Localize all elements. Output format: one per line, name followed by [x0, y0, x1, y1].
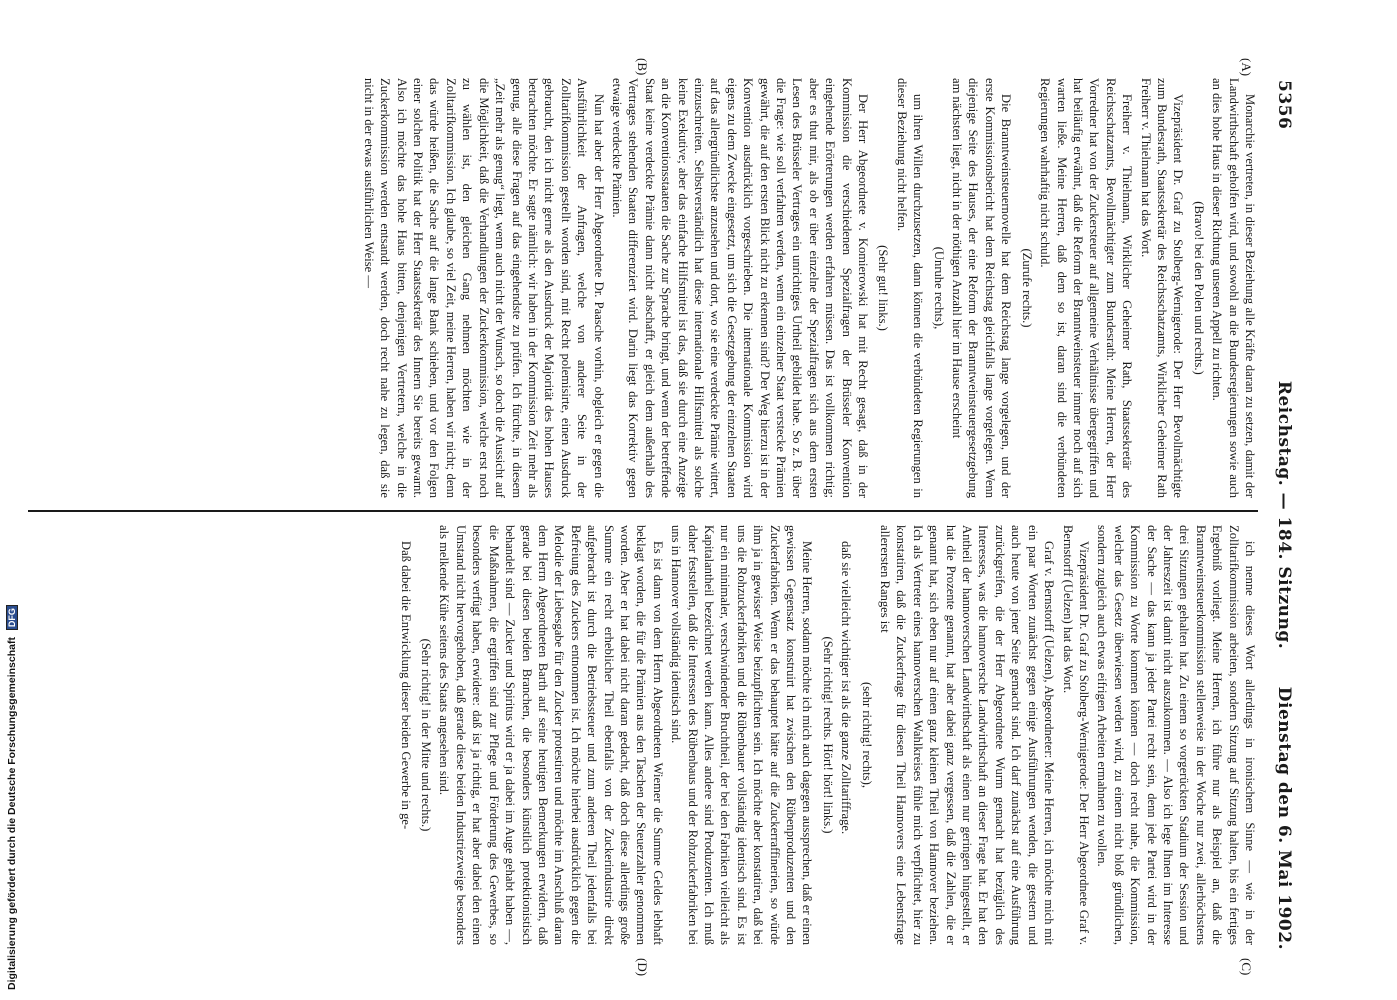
page-number: 5356	[1274, 80, 1294, 130]
margin-mark-a: (A)	[1239, 58, 1254, 77]
margin-mark-b: (B)	[635, 58, 650, 76]
paragraph: Meine Herren, sodann möchte ich mich auch dagegen aussprechen, daß er einen gewissen Gegensatz konstruirt hat zwischen den Rübenproduzenten und den Zuckerfabriken. Wenn er das behauptet hätte auf die Zuckerraffinerien, so würde ihm ja in gewisser Weise beizupflichten sein. Ich möchte aber konstatiren, daß bei uns die Rohzuckerfabriken und die Rübenbauer vollständig identisch sind. Es ist nur ein minimaler, verschwindender Bruchtheil, der bei den Fabriken vielleicht als Kapitalantheil bezeichnet werden kann. Alles andere sind Produzenten. Ich muß daher feststellen, daß die Interessen des Rübenbaus und der Rohzuckerfabriken bei uns in Hannover vollständig identisch sind.	[669, 525, 815, 945]
left-column	[28, 78, 1258, 498]
interjection: (sehr richtig! rechts),	[859, 682, 874, 788]
interjection: (Sehr richtig! in der Mitte und rechts.)	[419, 638, 434, 832]
column-divider	[28, 510, 1258, 512]
paragraph: Vizepräsident Dr. Graf zu Stolberg-Wernigerode: Der Herr Bevollmächtigte zum Bundesrath, Staatssekretär des Reichsschatzamts, Wirklicher Geheimer Rath Freiherr v. Thielmann hat das Wort.	[1138, 78, 1186, 498]
paragraph: Der Herr Abgeordnete v. Komierowski hat mit Recht gesagt, daß in der Kommission die verschiedenen Spezialfragen der Brüsseler Konvention eingehende Erörterungen werden erfahren müssen. Das ist vollkommen richtig; aber es thut mir, als ob er über einzelne der Spezialfragen sich aus dem ersten Lesen des Brüsseler Vertrages ein unrichtiges Urtheil gebildet habe. So z. B. über die Frage: wie soll verfahren werden, wenn ein einzelner Staat verstecke Prämien gewährt, die auf den ersten Blick nicht zu erkennen sind? Der Weg hierzu ist in der Konvention ausdrücklich vorgeschrieben. Die internationale Kommission wird eigens zu dem Zwecke eingesetzt, um sich die Gesetzgebung der einzelnen Staaten auf das allergründlichste anzusehen und dort, wo sie eine verdeckte Prämie wittert, einzuschreiten. Selbstverständlich hat diese internationale Hilfsmittel als solche keine Exekutive; aber das einfache Hilfsmittel ist das, daß sie durch eine Anzeige an die Konventionsstaaten die Sache zur Sprache bringt, und wenn der betreffende Staat keine verdeckte Prämie dann nicht abschafft, er gleich dem außerhalb des Vertrages stehenden Staaten differenziert wird. Darin liegt das Korrektiv gegen etwaige verdeckte Prämien.	[609, 78, 871, 498]
session-title: Reichstag. — 184. Sitzung.	[1274, 380, 1294, 650]
paragraph: Freiherr v. Thielmann, Wirklicher Geheimer Rath, Staatssekretär des Reichsschatzamts, Bevollmächtigter zum Bundesrath: Meine Herren, der Herr Vorredner hat von der Zuckersteuer auf allgemeine Verhältnisse übergegriffen und hat beiläufig erwähnt, daß die Reform der Branntweinsteuer immer noch auf sich warten ließe. Meine Herren, daß dem so ist, daran sind die verbündeten Regierungen wahrhaftig nicht schuld.	[1038, 78, 1135, 498]
interjection: (Unruhe rechts),	[931, 246, 946, 330]
session-date: Dienstag den 6. Mai 1902.	[1274, 686, 1294, 950]
margin-mark-c: (C)	[1239, 958, 1254, 976]
paragraph: um ihren Willen durchzusetzen, dann können die verbündeten Regierungen in dieser Beziehung nicht helfen.	[894, 78, 926, 498]
paragraph: Vizepräsident Dr. Graf zu Stolberg-Wernigerode: Der Herr Abgeordnete Graf v. Bernstorff (Uelzen) hat das Wort.	[1060, 525, 1091, 945]
running-header	[1268, 80, 1294, 950]
interjection: (Bravo! bei den Polen und rechts.)	[1191, 201, 1206, 375]
margin-mark-d: (D)	[635, 958, 650, 977]
digitization-credit	[6, 610, 20, 990]
dfg-logo: DFG	[6, 605, 18, 630]
paragraph: daß sie vielleicht wichtiger ist als die ganze Zolltariffrage.	[839, 541, 854, 835]
paragraph: Monarchie vertreten, in dieser Beziehung alle Kräfte daran zu setzen, damit der Landwirthschaft geholfen wird, und sowohl an die Bundesregierungen sowie auch an dies hohe Haus in dieser Richtung unseren Appell zu richten.	[1210, 78, 1257, 498]
paragraph: ich nenne dieses Wort allerdings in ironischem Sinne — wie in der Zolltarifkommission arbeiten, sondern Sitzung auf Sitzung halten, bis ein fertiges Ergebniß vorliegt. Meine Herren, ich führe nur als Beispiel an, daß die Branntweinsteuerkommission stellenweise in der Woche nur zwei, allerhöchstens drei Sitzungen gehalten hat. Zu einem so vorgerückten Stadium der Session und der Jahreszeit ist damit nicht auszukommen. — Also ich lege Ihnen im Interesse der Sache — das kann ja jeder Partei recht sein, denn jede Partei wird in der Kommission zu Worte kommen können — doch recht nahe, die Kommission, welcher das Gesetz überwiesen werden wird, zu einem nicht bloß gründlichen, sondern zugleich auch etwas eifrigen Arbeiten ermahnen zu wollen.	[1095, 525, 1257, 945]
interjection: (Zurufe rechts.)	[1019, 248, 1034, 328]
paragraph: Die Branntweinsteuernovelle hat dem Reichstag lange vorgelegen, und der erste Kommissionsbericht hat dem Reichstag gleichfalls lange vorgelegen. Wenn diejenige Seite des Hauses, der eine Reform der Branntweinsteuergesetzgebung am nächsten liegt, nicht in der nöthigen Anzahl hier im Hause erscheint	[950, 78, 1014, 498]
interjection: (Sehr richtig! rechts. Hört! hört! links.)	[820, 636, 835, 834]
paragraph: Nun hat aber der Herr Abgeordnete Dr. Paasche vorhin, obgleich er gegen die Ausführlichkeit der Anfragen, welche von anderer Seite in der Zolltarifkommission gestellt worden sind, mit Recht polemisirte, einen Ausdruck gebraucht, den ich nicht gerne als den Ausdruck der Majorität des hohen Hauses betrachten möchte. Er sagte nämlich: wir haben in der Kommission Zeit mehr als genug, alle diese Fragen auf das eingehendste zu prüfen. Ich fürchte, in diesem „Zeit mehr als genug“ liegt, wenn auch nicht der Wunsch, so doch die Aussicht auf die Möglichkeit, daß die Verhandlungen der Zuckerkommission, welche erst noch zu wählen ist, den gleichen Gang nehmen möchten wie in der Zolltarifkommission. Ich glaube, so viel Zeit, meine Herren, haben wir nicht; denn das würde heißen, die Sache auf die lange Bank schieben, und vor den Folgen einer solchen Politik hat der Herr Staatssekretär des Innern Sie bereits gewarnt. Also ich möchte das hohe Haus bitten, denjenigen Vertretern, welche in die Zuckerkommission werden entsandt werden, doch recht nahe zu legen, daß sie nicht in der etwas ausführlichen Weise —	[361, 78, 606, 498]
paragraph: Es ist dann von dem Herrn Abgeordneten Wiemer die Summe Geldes lebhaft beklagt worden, die für die Prämien aus den Taschen der Steuerzahler genommen worden. Aber er hat dabei nicht daran gedacht, daß doch diese allerdings große Summe ein recht erheblicher Theil ebenfalls von der Zuckerindustrie direkt aufgebracht ist durch die Betriebssteuer und zum anderen Theil jedenfalls bei Befreiung des Zuckers entnommen ist. Ich möchte hierbei ausdrücklich gegen die Melodie der Liebesgabe für den Zucker protestiren und möchte im Anschluß daran dem Herrn Abgeordneten Barth auf seine heutigen Bemerkungen erwidern, daß gerade bei diesen beiden Branchen, die besonders künstlich protektionistisch behandelt sind — Zucker und Spiritus wird er ja dabei im Auge gehabt haben —, die Maßnahmen, die ergriffen sind zur Pflege und Förderung des Gewerbes, so besonders verfügt haben, erwidere: daß ist ja richtig, er hat aber dabei den einen Umstand nicht hervorgehoben, daß gerade diese beiden Industriezweige besonders als melkende Kühe seitens des Staats angesehen sind.	[437, 525, 665, 945]
paragraph: Graf v. Bernstorff (Uelzen), Abgeordneter: Meine Herren, ich möchte mich mit ein paar Worten zunächst gegen einige Ausführungen wenden, die gestern und auch heute von jener Seite gemacht sind. Ich darf zunächst auf eine Ausführung zurückgreifen, die der Herr Abgeordnete Wurm gemacht hat bezüglich des Interesses, was die hannoversche Landwirthschaft an dieser Frage hat. Er hat den Antheil der hannoverschen Landwirthschaft als einen nur geringen hingestellt, er hat die Prozente genannt, hat aber dabei ganz vergessen, daß die Zahlen, die er genannt hat, sich eben nur auf einen ganz kleinen Theil von Hannover beziehen. Ich als Vertreter eines hannoverschen Wahlkreises fühle mich verpflichtet, hier zu konstatiren, daß die Zuckerfrage für diesen Theil Hannovers eine Lebensfrage allerersten Ranges ist	[878, 525, 1057, 945]
credit-text: Digitalisierung gefördert durch die Deutsche Forschungsgemeinschaft	[6, 637, 18, 990]
right-column	[28, 525, 1258, 945]
interjection: (Sehr gut! links.)	[876, 245, 891, 331]
paragraph: Daß dabei die Entwicklung dieser beiden Gewerbe in ge-	[398, 541, 413, 830]
